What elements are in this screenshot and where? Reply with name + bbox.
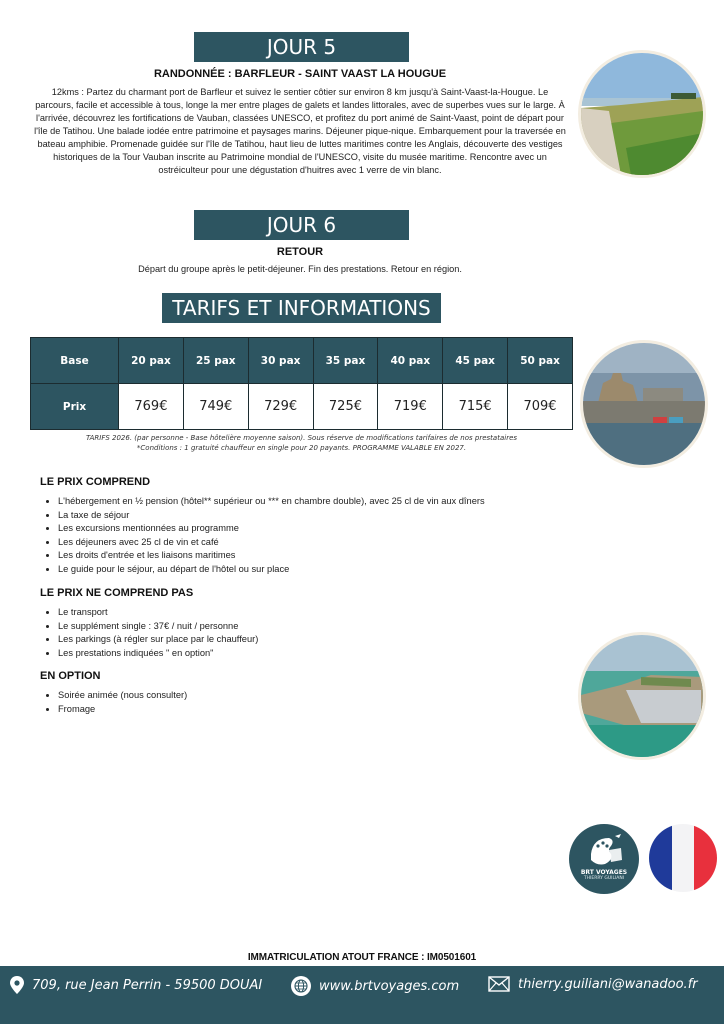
table-row-label-price: Prix (31, 384, 119, 430)
options-list (40, 689, 187, 716)
day6-title: RETOUR (276, 246, 324, 258)
price-cell: 709€ (508, 384, 573, 430)
list-item: • Les prestations indiquées " en option" (58, 647, 258, 661)
list-item: • Fromage (58, 703, 187, 717)
immatriculation: IMMATRICULATION ATOUT FRANCE : IM0501601 (247, 952, 477, 963)
list-item: • Soirée animée (nous consulter) (58, 689, 187, 703)
list-item: • Le transport (58, 606, 258, 620)
tarifs-note-2: *Conditions : 1 gratuité chauffeur en single pour 20 payants. PROGRAMME VALABLE EN 2027. (136, 443, 467, 452)
price-cell: 725€ (313, 384, 378, 430)
location-pin-icon (10, 976, 24, 994)
list-item: • L'hébergement en ½ pension (hôtel** supérieur ou *** en chambre double), avec 25 cl de vin aux dîners (58, 495, 485, 509)
footer-address (10, 976, 262, 994)
footer-bar (0, 966, 724, 1024)
day5-header: JOUR 5 (194, 32, 409, 62)
day5-description: 12kms : Partez du charmant port de Barfleur et suivez le sentier côtier sur environ 8 km jusqu'à Saint-Vaast-la-Hougue. Le parcours, facile et accessible à tous, longe la mer entre plages de galets et landes littorales, avec de superbes vues sur le large. À l'arrivée, découvrez les fortifications de Vauban, classées UNESCO, et profitez du port animé de Saint-Vaast, point de départ pour l'île de Tatihou. Une balade iodée entre patrimoine et paysages marins. Déjeuner pique-nique. Embarquement pour la traversée en bateau amphibie. Promenade guidée sur l'île de Tatihou, haut lieu de luttes maritimes contre les Anglais, découverte des vestiges historiques de la Tour Vauban inscrite au Patrimoine mondial de l'UNESCO, visite du musée maritime. Rencontre avec un ostréiculteur pour une dégustation d'huitres avec 1 verre de vin blanc. (34, 87, 566, 175)
tarifs-header: TARIFS ET INFORMATIONS (162, 293, 441, 323)
price-cell: 749€ (183, 384, 248, 430)
table-price-row (31, 384, 573, 430)
globe-icon (291, 976, 311, 996)
list-item: • Les droits d'entrée et les liaisons maritimes (58, 549, 485, 563)
excludes-title: LE PRIX NE COMPREND PAS (40, 587, 194, 599)
mail-icon (488, 976, 510, 992)
website-link[interactable]: www.brtvoyages.com (319, 978, 460, 994)
price-cell: 715€ (443, 384, 508, 430)
table-header-cell: 50 pax (508, 338, 573, 384)
list-item: • La taxe de séjour (58, 509, 485, 523)
day6-description: Départ du groupe après le petit-déjeuner. Fin des prestations. Retour en région. (138, 264, 462, 274)
includes-title: LE PRIX COMPREND (40, 476, 151, 488)
list-item: • Les parkings (à régler sur place par le chauffeur) (58, 633, 258, 647)
table-header-row (31, 338, 573, 384)
table-header-cell: 45 pax (443, 338, 508, 384)
list-item: • Les excursions mentionnées au programme (58, 522, 485, 536)
day5-title: RANDONNÉE : BARFLEUR - SAINT VAAST LA HOUGUE (153, 68, 447, 80)
email-link[interactable]: thierry.guiliani@wanadoo.fr (518, 976, 698, 992)
footer-website[interactable] (291, 976, 459, 996)
table-header-base: Base (31, 338, 119, 384)
table-header-cell: 30 pax (248, 338, 313, 384)
table-header-cell: 35 pax (313, 338, 378, 384)
french-flag-icon (649, 824, 717, 892)
excludes-list (40, 606, 258, 660)
price-cell: 719€ (378, 384, 443, 430)
footer-email[interactable] (488, 976, 698, 992)
list-item: • Le supplément single : 37€ / nuit / personne (58, 620, 258, 634)
brt-voyages-logo (569, 824, 639, 894)
includes-list (40, 495, 485, 577)
day6-header: JOUR 6 (194, 210, 409, 240)
options-title: EN OPTION (40, 670, 101, 682)
photo-harbour (580, 340, 708, 468)
address-text: 709, rue Jean Perrin - 59500 DOUAI (32, 977, 263, 993)
photo-aerial-marina (578, 632, 706, 760)
price-cell: 729€ (248, 384, 313, 430)
tarifs-note-1: TARIFS 2026. (par personne - Base hôtelière moyenne saison). Sous réserve de modifications tarifaires de nos prestataires (85, 434, 518, 442)
list-item: • Les déjeuners avec 25 cl de vin et café (58, 536, 485, 550)
table-header-cell: 40 pax (378, 338, 443, 384)
logo-name: BRT VOYAGES (580, 869, 628, 876)
list-item: • Le guide pour le séjour, au départ de l'hôtel ou sur place (58, 563, 485, 577)
photo-coastal-path (578, 50, 706, 178)
logo-subtitle: THIERRY GUILIANI (583, 876, 625, 881)
table-header-cell: 20 pax (119, 338, 184, 384)
price-cell: 769€ (119, 384, 184, 430)
table-header-cell: 25 pax (183, 338, 248, 384)
price-table (30, 337, 573, 430)
